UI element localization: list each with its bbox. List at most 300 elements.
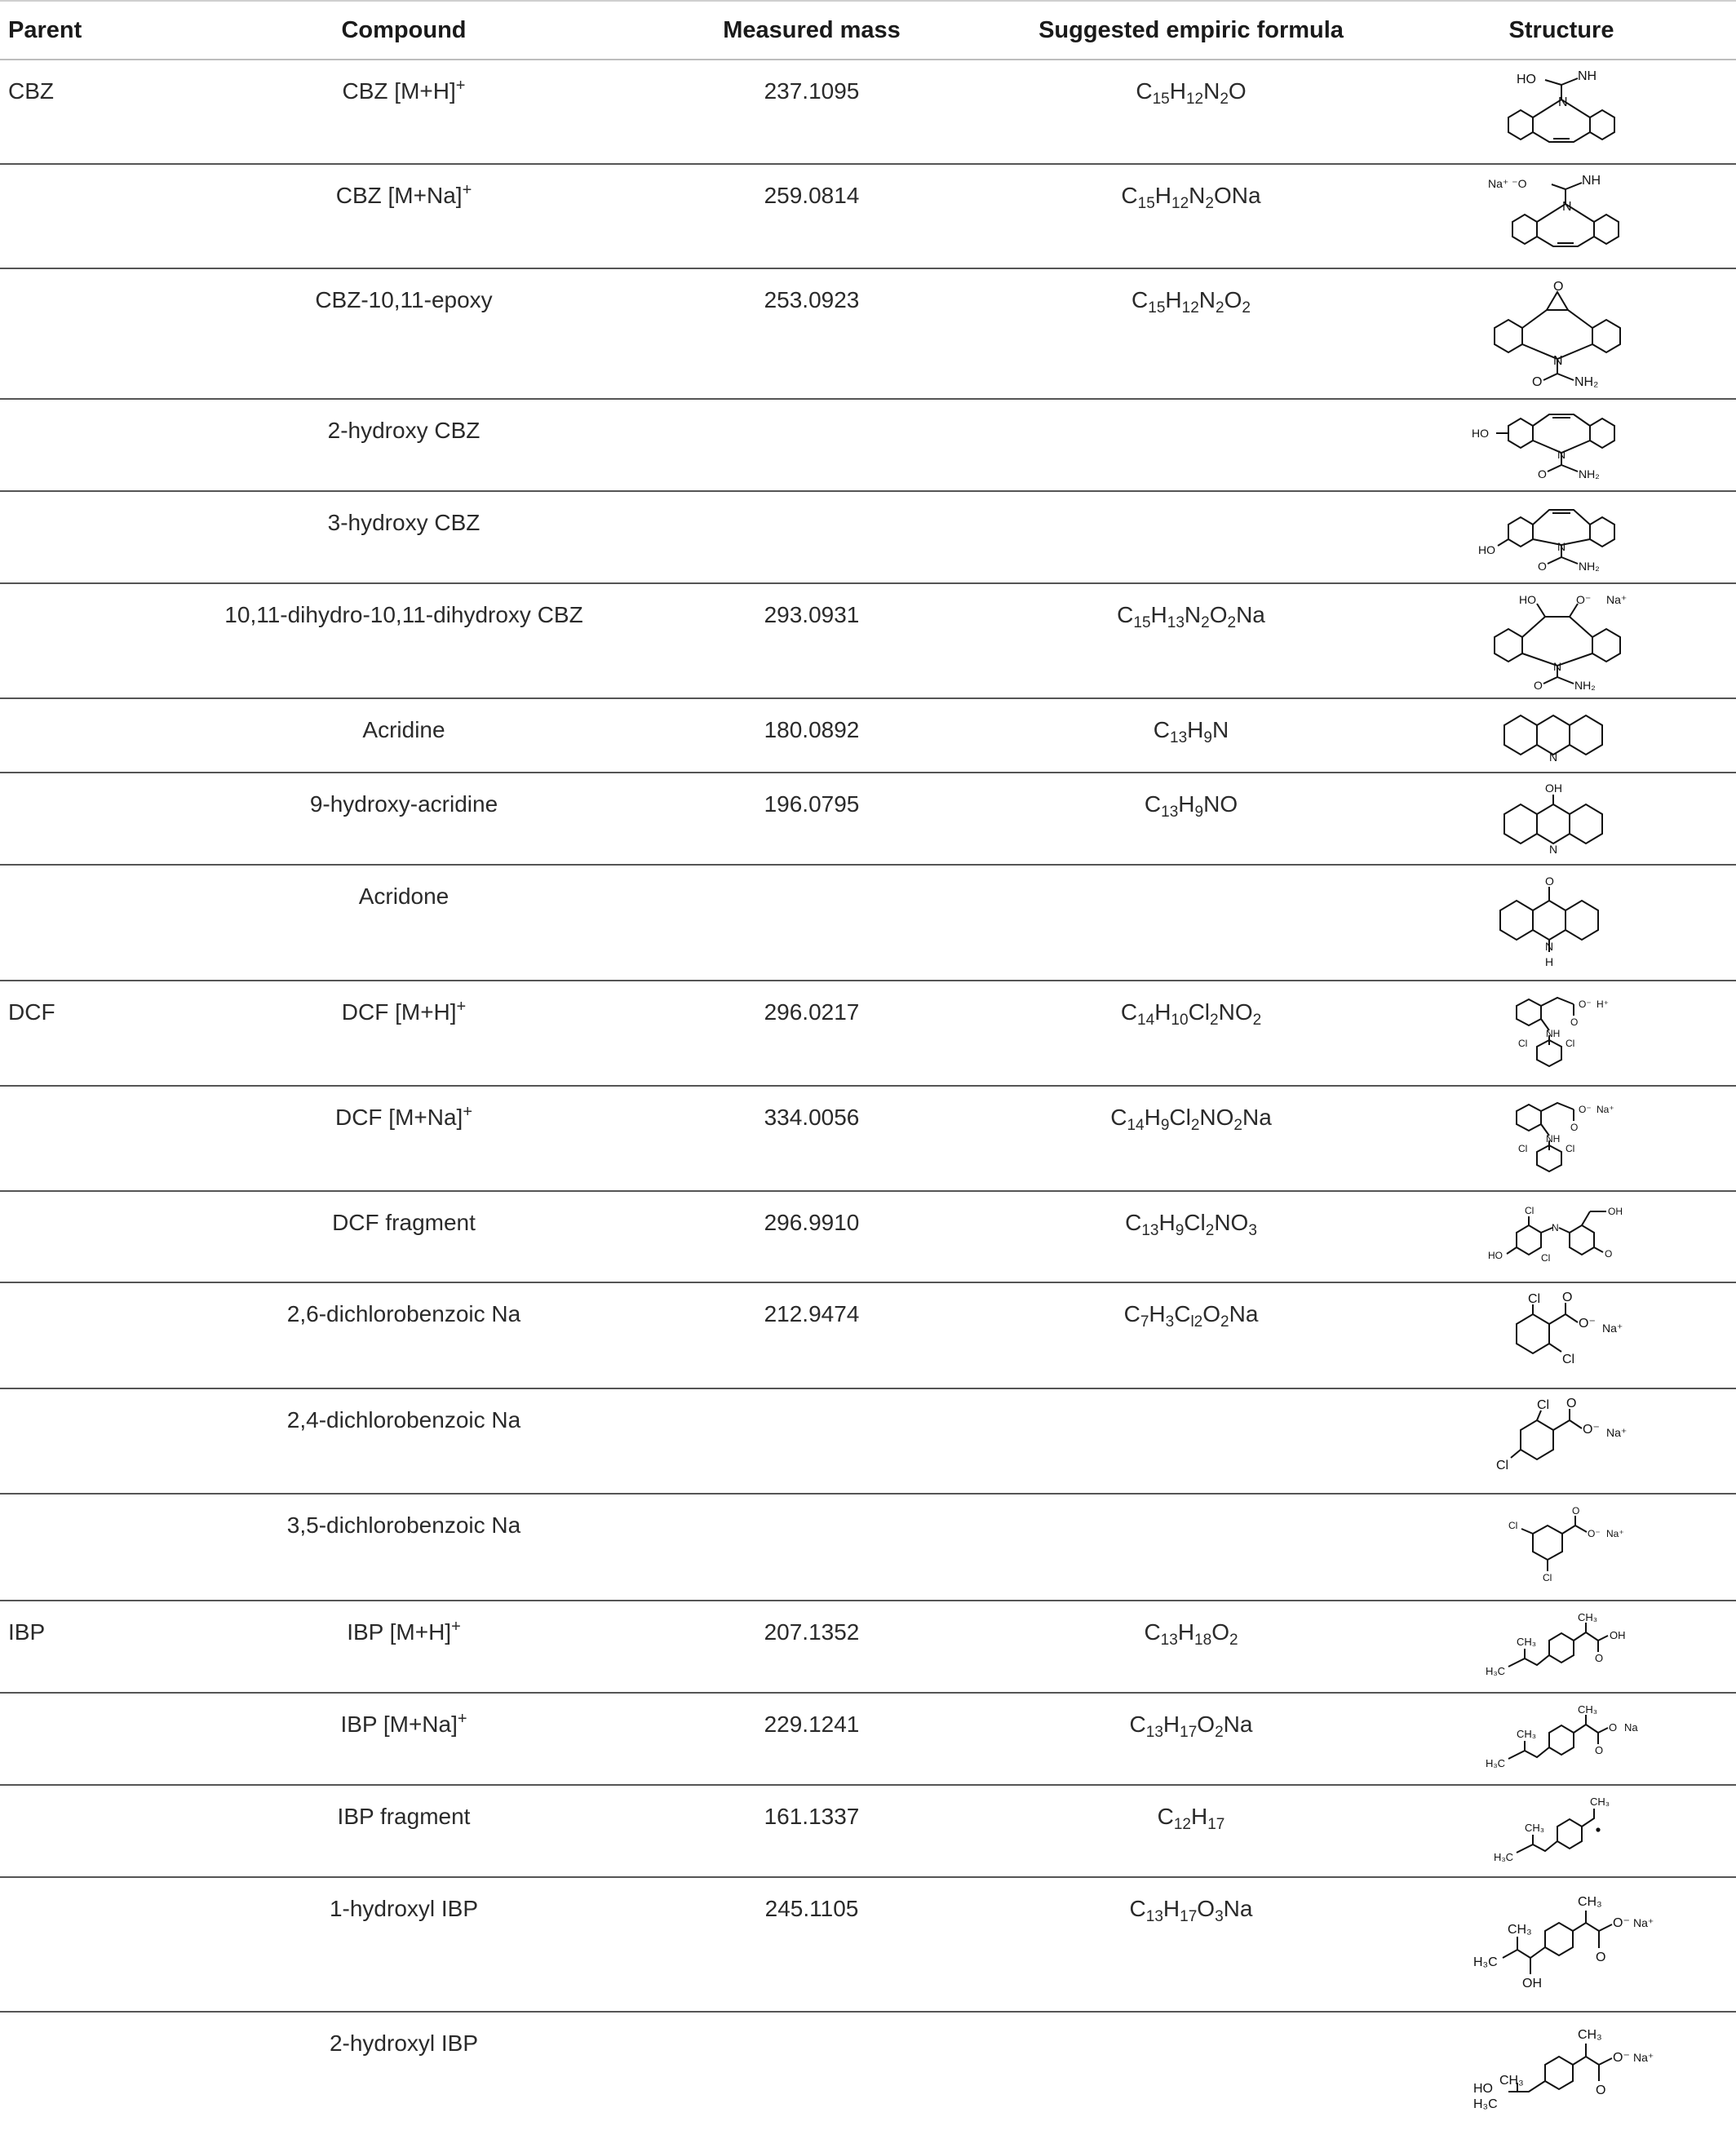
compound-cell <box>179 1086 628 1191</box>
structure-cell <box>1387 1601 1736 1693</box>
compound-cell <box>179 583 628 698</box>
formula-symbol: H <box>1149 1301 1166 1326</box>
label-chlorine-right: Cl <box>1566 1143 1575 1154</box>
formula-symbol: H <box>1162 1896 1180 1921</box>
formula-symbol: ONa <box>1213 183 1261 208</box>
formula-cell <box>995 1785 1387 1877</box>
label-carbonyl-oxygen: O <box>1595 1652 1604 1664</box>
label-hydroxyl-left: HO <box>1488 1250 1503 1261</box>
label-imine: NH <box>1582 174 1601 188</box>
formula-symbol: O <box>1202 1301 1221 1326</box>
formula-subscript: 2 <box>1220 91 1229 108</box>
formula-cell <box>995 268 1387 399</box>
structure-cell <box>1387 1282 1736 1388</box>
compound-name: 2-hydroxy CBZ <box>327 418 480 443</box>
formula-symbol: O <box>1211 1619 1229 1645</box>
label-hydroxyl: HO <box>1473 2082 1493 2096</box>
formula-subscript: 2 <box>1190 1117 1200 1134</box>
label-oxide: O⁻ <box>1613 2051 1630 2065</box>
structure-cell <box>1387 1494 1736 1601</box>
table-row <box>0 1388 1736 1494</box>
formula-symbol: N <box>1203 78 1220 104</box>
mass-cell <box>628 399 995 491</box>
label-hydroxyl: OH <box>1610 1629 1626 1641</box>
label-oxide: O⁻ <box>1579 1104 1592 1115</box>
parent-cell <box>0 698 179 773</box>
formula-subscript: 15 <box>1137 195 1155 212</box>
formula-subscript: 3 <box>1215 1908 1224 1925</box>
parent-cell <box>0 1494 179 1601</box>
formula-symbol: O <box>1228 78 1247 104</box>
formula-symbol: Cl <box>1188 999 1211 1025</box>
label-amine: NH₂ <box>1579 560 1600 573</box>
formula-subscript: 13 <box>1145 1908 1163 1925</box>
formula-subscript: 2 <box>1252 1012 1262 1029</box>
label-chlorine-right: Cl <box>1566 1038 1575 1049</box>
header-compound: Compound <box>179 1 628 60</box>
compound-cell <box>179 773 628 865</box>
compound-charge: + <box>457 1710 467 1728</box>
formula-symbol: H <box>1187 717 1204 742</box>
formula-symbol: H <box>1154 183 1172 208</box>
formula-symbol: O <box>1197 1896 1216 1921</box>
formula-subscript: 12 <box>1185 91 1204 108</box>
formula-subscript: 3 <box>1165 1313 1175 1331</box>
compound-name: CBZ-10,11-epoxy <box>315 287 493 312</box>
label-nitrogen: N <box>1553 660 1562 673</box>
label-chlorine-bottom: Cl <box>1541 1252 1551 1264</box>
formula-symbol: H <box>1191 1804 1208 1829</box>
hydroxyl2-ibp-structure <box>1464 2014 1659 2112</box>
parent-cell <box>0 1877 179 2012</box>
label-terminal-methyl: H₃C <box>1486 1665 1506 1677</box>
formula-subscript: 13 <box>1167 614 1185 631</box>
compound-charge: + <box>455 77 466 95</box>
formula-cell <box>995 164 1387 268</box>
compound-cell <box>179 1494 628 1601</box>
formula-subscript: 12 <box>1173 1816 1191 1833</box>
formula-subscript: 9 <box>1194 804 1204 821</box>
mass-cell: 259.0814 <box>628 164 995 268</box>
table-row <box>0 981 1736 1086</box>
label-methyl-isobutyl: CH₃ <box>1517 1728 1537 1740</box>
table-row <box>0 1282 1736 1388</box>
label-imine: NH <box>1578 69 1597 83</box>
formula-subscript: 13 <box>1161 804 1179 821</box>
label-methyl-branch: CH₃ <box>1499 2074 1524 2088</box>
formula-symbol: H <box>1177 1619 1195 1645</box>
label-sodium: Na <box>1624 1721 1638 1734</box>
hydroxyacridine-structure <box>1488 782 1635 855</box>
compound-cell <box>179 865 628 981</box>
structure-cell <box>1387 698 1736 773</box>
label-nitrogen: N <box>1557 540 1566 553</box>
formula-cell <box>995 1191 1387 1282</box>
formula-symbol: C <box>1157 1804 1174 1829</box>
label-hydrogen: H <box>1545 955 1554 968</box>
header-formula: Suggested empiric formula <box>995 1 1387 60</box>
label-nitrogen: N <box>1552 1222 1559 1233</box>
label-nitrogen: N <box>1558 95 1568 109</box>
compound-charge: + <box>451 1618 461 1636</box>
label-methyl-alpha: CH₃ <box>1578 2028 1602 2042</box>
formula-symbol: C <box>1125 1210 1142 1235</box>
label-oxide: O <box>1609 1721 1618 1734</box>
label-sodium: Na⁺ <box>1633 2051 1654 2064</box>
formula-symbol: Cl <box>1184 1210 1206 1235</box>
compound-cell <box>179 1191 628 1282</box>
mass-cell <box>628 865 995 981</box>
formula-subscript: l2 <box>1190 1313 1203 1331</box>
formula-cell <box>995 698 1387 773</box>
formula-symbol: Na <box>1223 1896 1253 1921</box>
formula-cell <box>995 1601 1387 1693</box>
label-carbonyl-oxygen: O <box>1596 1951 1606 1964</box>
ibp-na-structure <box>1476 1702 1647 1779</box>
formula-cell <box>995 773 1387 865</box>
label-methyl-alpha: CH₃ <box>1578 1703 1598 1716</box>
compound-name: IBP fragment <box>337 1804 471 1829</box>
label-carbonyl-oxygen: O <box>1595 1744 1604 1756</box>
compound-cell <box>179 1785 628 1877</box>
formula-subscript: 15 <box>1133 614 1151 631</box>
label-oxide: O⁻ <box>1583 1423 1600 1437</box>
formula-cell <box>995 2012 1387 2116</box>
formula-cell <box>995 865 1387 981</box>
hydroxy2-structure <box>1468 408 1655 483</box>
formula-subscript: 10 <box>1171 1012 1189 1029</box>
compound-name: IBP [M+H] <box>347 1619 452 1645</box>
parent-cell <box>0 1388 179 1494</box>
mass-cell: 253.0923 <box>628 268 995 399</box>
acridine-structure <box>1488 707 1635 764</box>
formula-symbol: H <box>1169 78 1186 104</box>
compound-name: DCF fragment <box>332 1210 476 1235</box>
label-chlorine-ortho: Cl <box>1537 1398 1550 1412</box>
formula-subscript: 2 <box>1205 195 1214 212</box>
table-row <box>0 491 1736 583</box>
compound-cell <box>179 1877 628 2012</box>
formula-symbol: NO <box>1203 791 1238 817</box>
formula-subscript: 2 <box>1233 1117 1242 1134</box>
dcba24-structure <box>1480 1397 1643 1487</box>
compound-cell <box>179 2012 628 2116</box>
table-row <box>0 1877 1736 2012</box>
mass-cell: 180.0892 <box>628 698 995 773</box>
formula-subscript: 13 <box>1160 1632 1178 1649</box>
dihydroxy-structure <box>1472 592 1651 690</box>
formula-symbol: C <box>1117 602 1134 627</box>
formula-subscript: 2 <box>1220 1313 1229 1331</box>
label-nitrogen: N <box>1553 354 1563 368</box>
formula-symbol: C <box>1132 287 1149 312</box>
label-sodium: Na⁺ <box>1606 1426 1628 1439</box>
label-chlorine-top: Cl <box>1528 1292 1541 1306</box>
label-oxide: O⁻ <box>1613 1916 1630 1930</box>
formula-symbol: H <box>1150 602 1167 627</box>
label-sodium: Na⁺ <box>1606 1528 1624 1539</box>
label-nitrogen: N <box>1549 843 1558 855</box>
label-proton: H⁺ <box>1596 999 1609 1010</box>
label-chlorine-left: Cl <box>1518 1143 1528 1154</box>
mass-cell: 245.1105 <box>628 1877 995 2012</box>
formula-symbol: C <box>1120 999 1138 1025</box>
label-amine: NH₂ <box>1574 375 1599 387</box>
header-structure: Structure <box>1387 1 1736 60</box>
dcf-h-structure <box>1484 990 1639 1075</box>
table-row <box>0 268 1736 399</box>
label-chlorine-para: Cl <box>1496 1459 1509 1472</box>
structure-cell <box>1387 1086 1736 1191</box>
formula-symbol: O <box>1209 602 1228 627</box>
label-carbonyl-oxygen: O <box>1570 1016 1579 1028</box>
formula-cell <box>995 60 1387 164</box>
compound-name: 2-hydroxyl IBP <box>329 2030 479 2056</box>
formula-cell <box>995 1388 1387 1494</box>
hydroxy3-structure <box>1472 500 1651 575</box>
cbz-structure <box>1484 69 1639 150</box>
table-row <box>0 1785 1736 1877</box>
formula-subscript: 17 <box>1207 1816 1225 1833</box>
ibp-fragment-structure <box>1476 1794 1647 1871</box>
compound-name: DCF [M+H] <box>341 999 457 1025</box>
compound-charge: + <box>462 181 472 199</box>
structure-cell <box>1387 399 1736 491</box>
label-sodium-oxide: Na⁺ ⁻O <box>1488 177 1527 190</box>
hydroxyl1-ibp-structure <box>1464 1886 1659 2000</box>
structure-cell <box>1387 164 1736 268</box>
structure-cell <box>1387 583 1736 698</box>
formula-symbol: Na <box>1236 602 1265 627</box>
table-row <box>0 1601 1736 1693</box>
formula-subscript: 2 <box>1210 1012 1219 1029</box>
formula-symbol: H <box>1178 791 1195 817</box>
compound-name: 3,5-dichlorobenzoic Na <box>286 1512 521 1538</box>
parent-cell <box>0 1191 179 1282</box>
parent-cell <box>0 773 179 865</box>
mass-cell: 237.1095 <box>628 60 995 164</box>
label-terminal-methyl: H₃C <box>1486 1757 1506 1769</box>
formula-cell <box>995 399 1387 491</box>
compound-name: CBZ [M+H] <box>342 78 456 104</box>
formula-symbol: O <box>1197 1712 1216 1737</box>
dcf-na-structure <box>1484 1095 1639 1180</box>
compound-charge: + <box>463 1103 473 1121</box>
label-carbonyl-oxygen: O <box>1532 375 1543 387</box>
formula-symbol: C <box>1110 1105 1127 1130</box>
dcba26-structure <box>1484 1291 1639 1381</box>
formula-subscript: 3 <box>1248 1222 1257 1239</box>
label-methyl-branch: CH₃ <box>1508 1923 1532 1937</box>
label-amine: NH <box>1546 1028 1561 1039</box>
compound-cell <box>179 268 628 399</box>
formula-subscript: 9 <box>1160 1117 1170 1134</box>
header-parent: Parent <box>0 1 179 60</box>
label-oxide: O⁻ <box>1579 1317 1596 1331</box>
label-sodium: Na⁺ <box>1633 1916 1654 1929</box>
label-nitrogen: N <box>1549 751 1558 764</box>
formula-symbol: H <box>1158 1210 1176 1235</box>
label-chlorine-top: Cl <box>1525 1205 1534 1216</box>
compound-cell <box>179 1388 628 1494</box>
formula-symbol: C <box>1144 1619 1161 1645</box>
compound-cell <box>179 164 628 268</box>
label-hydroxyl: OH <box>1545 782 1562 795</box>
formula-symbol: N <box>1189 183 1206 208</box>
formula-symbol: O <box>1224 287 1242 312</box>
label-hydroxyl: HO <box>1478 543 1495 556</box>
formula-symbol: NO <box>1218 999 1253 1025</box>
formula-symbol: C <box>1121 183 1138 208</box>
label-carbonyl-oxygen: O <box>1534 679 1543 690</box>
label-hydroxyl: HO <box>1517 73 1536 86</box>
formula-symbol: H <box>1162 1712 1180 1737</box>
formula-symbol: C <box>1136 78 1153 104</box>
formula-subscript: 12 <box>1171 195 1189 212</box>
label-hydroxyl: OH <box>1522 1977 1542 1991</box>
parent-cell <box>0 268 179 399</box>
label-amine: NH₂ <box>1579 467 1600 480</box>
structure-cell <box>1387 981 1736 1086</box>
formula-symbol: C <box>1129 1712 1146 1737</box>
formula-cell <box>995 1693 1387 1785</box>
label-terminal-methyl: H₃C <box>1473 2097 1498 2111</box>
label-amine: NH <box>1546 1133 1561 1145</box>
label-methyl-alpha: CH₃ <box>1578 1895 1602 1909</box>
table-row <box>0 60 1736 164</box>
compound-name: Acridone <box>358 883 450 909</box>
formula-subscript: 17 <box>1180 1724 1198 1741</box>
label-amine: NH₂ <box>1574 679 1596 690</box>
formula-subscript: 14 <box>1137 1012 1155 1029</box>
label-hydroxyl: HO <box>1472 427 1489 440</box>
label-carbonyl-oxygen: O <box>1538 560 1547 573</box>
label-nitrogen: N <box>1557 448 1566 461</box>
formula-subscript: 13 <box>1141 1222 1159 1239</box>
structure-cell <box>1387 773 1736 865</box>
formula-subscript: 13 <box>1145 1724 1163 1741</box>
mass-cell <box>628 2012 995 2116</box>
structure-cell <box>1387 268 1736 399</box>
compound-name: Acridine <box>362 717 445 742</box>
label-carbonyl-oxygen: O <box>1572 1505 1580 1517</box>
label-sodium: Na⁺ <box>1602 1322 1623 1335</box>
label-carbonyl-oxygen: O <box>1566 1397 1577 1410</box>
formula-symbol: NO <box>1214 1210 1249 1235</box>
table-row <box>0 583 1736 698</box>
compound-charge: + <box>456 998 467 1016</box>
formula-symbol: N <box>1184 602 1202 627</box>
table-row <box>0 399 1736 491</box>
formula-symbol: C <box>1123 1301 1140 1326</box>
label-carbonyl-oxygen: O <box>1545 875 1554 888</box>
formula-cell <box>995 491 1387 583</box>
formula-symbol: C <box>1153 717 1171 742</box>
formula-symbol: Cl <box>1169 1105 1191 1130</box>
compound-name: DCF [M+Na] <box>334 1105 463 1130</box>
formula-subscript: 15 <box>1152 91 1170 108</box>
table-row <box>0 773 1736 865</box>
formula-subscript: 2 <box>1227 614 1237 631</box>
formula-symbol: H <box>1165 287 1182 312</box>
structure-cell <box>1387 2012 1736 2116</box>
mass-cell: 334.0056 <box>628 1086 995 1191</box>
formula-subscript: 17 <box>1180 1908 1198 1925</box>
formula-cell <box>995 1086 1387 1191</box>
label-carbonyl-oxygen: O <box>1605 1248 1613 1260</box>
label-sodium: Na⁺ <box>1596 1104 1614 1115</box>
compound-cell <box>179 399 628 491</box>
formula-symbol: C <box>1129 1896 1146 1921</box>
compound-cell <box>179 981 628 1086</box>
formula-symbol: H <box>1154 999 1171 1025</box>
formula-symbol: N <box>1211 717 1229 742</box>
compound-cell <box>179 1693 628 1785</box>
formula-cell <box>995 1494 1387 1601</box>
epoxy-structure <box>1472 277 1651 387</box>
dcba35-structure <box>1484 1503 1639 1592</box>
mass-cell <box>628 1388 995 1494</box>
table-row <box>0 1086 1736 1191</box>
label-nitrogen: N <box>1562 200 1572 214</box>
table-row <box>0 1693 1736 1785</box>
mass-cell: 293.0931 <box>628 583 995 698</box>
parent-cell: DCF <box>0 981 179 1086</box>
formula-cell <box>995 583 1387 698</box>
formula-subscript: 14 <box>1127 1117 1145 1134</box>
mass-cell: 161.1337 <box>628 1785 995 1877</box>
compound-cell <box>179 1601 628 1693</box>
formula-subscript: 15 <box>1148 299 1166 317</box>
table-row <box>0 1494 1736 1601</box>
formula-symbol: N <box>1198 287 1216 312</box>
label-terminal-methyl: H₃C <box>1494 1851 1514 1863</box>
formula-subscript: 13 <box>1170 729 1188 746</box>
compound-cell <box>179 698 628 773</box>
parent-cell: CBZ <box>0 60 179 164</box>
mass-cell: 296.9910 <box>628 1191 995 1282</box>
formula-subscript: 2 <box>1215 1724 1224 1741</box>
compound-name: 10,11-dihydro-10,11-dihydroxy CBZ <box>224 602 583 627</box>
label-epoxide-oxygen: O <box>1553 280 1564 294</box>
label-oxide: O⁻ <box>1576 593 1592 606</box>
structure-cell <box>1387 1785 1736 1877</box>
formula-subscript: 18 <box>1194 1632 1212 1649</box>
label-chlorine-bottom: Cl <box>1543 1572 1552 1583</box>
formula-subscript: 2 <box>1205 1222 1215 1239</box>
parent-cell <box>0 865 179 981</box>
label-methyl-radical: CH₃ <box>1590 1796 1610 1808</box>
structure-cell <box>1387 1877 1736 2012</box>
parent-cell <box>0 2012 179 2116</box>
compound-cell <box>179 60 628 164</box>
formula-subscript: 2 <box>1242 299 1251 317</box>
label-carbonyl-oxygen: O <box>1570 1122 1579 1133</box>
parent-cell: IBP <box>0 1601 179 1693</box>
label-chlorine-bottom: Cl <box>1562 1353 1575 1366</box>
parent-cell <box>0 583 179 698</box>
label-methyl-isobutyl: CH₃ <box>1517 1636 1537 1648</box>
structure-cell <box>1387 1388 1736 1494</box>
formula-symbol: C <box>1144 791 1162 817</box>
table-row <box>0 164 1736 268</box>
structure-cell <box>1387 60 1736 164</box>
mass-cell: 229.1241 <box>628 1693 995 1785</box>
compound-cell <box>179 491 628 583</box>
formula-subscript: 2 <box>1229 1632 1238 1649</box>
label-oxide: O⁻ <box>1579 999 1592 1010</box>
label-oxide: O⁻ <box>1588 1528 1601 1539</box>
